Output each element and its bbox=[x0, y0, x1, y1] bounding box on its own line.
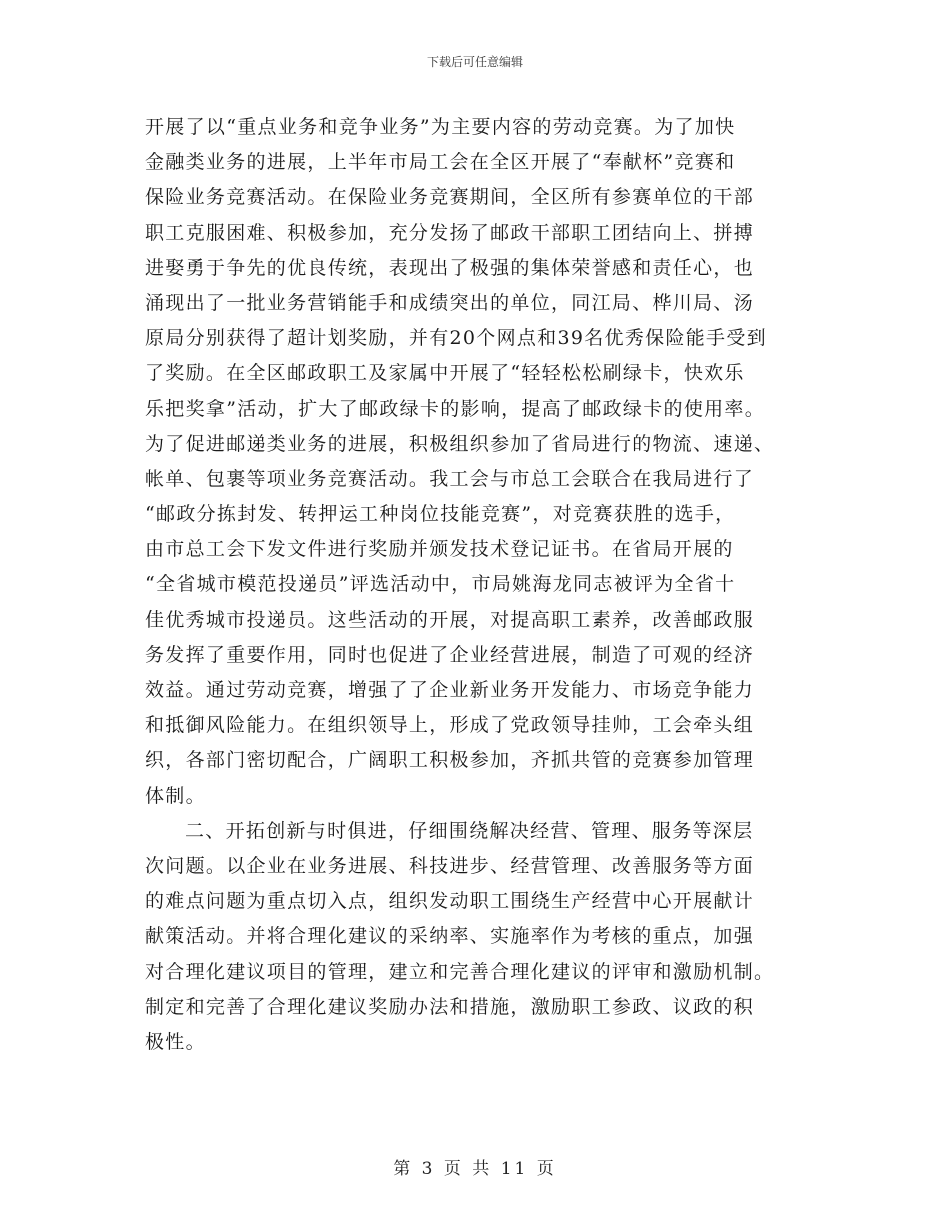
text-line: 为了促进邮递类业务的进展，积极组织参加了省局进行的物流、速递、 bbox=[145, 432, 775, 455]
text-line: 效益。通过劳动竞赛，增强了了企业新业务开发能力、市场竞争能力 bbox=[145, 679, 755, 701]
text-line: 对合理化建议项目的管理，建立和完善合理化建议的评审和激励机制。 bbox=[145, 960, 775, 983]
page-number-footer: 第 3 页 共 11 页 bbox=[393, 1159, 557, 1179]
text-line: 献策活动。并将合理化建议的采纳率、实施率作为考核的重点，加强 bbox=[145, 925, 755, 948]
text-line: 开展了以“重点业务和竞争业务”为主要内容的劳动竞赛。为了加快 bbox=[145, 116, 736, 138]
page-header: 下载后可任意编辑 bbox=[426, 55, 523, 69]
paragraph-start-line: 二、开拓创新与时俱进，仔细围绕解决经营、管理、服务等深层 bbox=[185, 819, 754, 842]
text-line: 职工克服困难、积极参加，充分发扬了邮政干部职工团结向上、拼搏 bbox=[145, 221, 755, 244]
text-line: 原局分别获得了超计划奖励，并有20个网点和39名优秀保险能手受到 bbox=[145, 327, 767, 350]
text-line: 乐把奖拿”活动，扩大了邮政绿卡的影响，提高了邮政绿卡的使用率。 bbox=[145, 397, 766, 420]
text-line: 次问题。以企业在业务进展、科技进步、经营管理、改善服务等方面 bbox=[145, 854, 755, 877]
text-line: 制定和完善了合理化建议奖励办法和措施，激励职工参政、议政的积 bbox=[145, 995, 755, 1018]
text-line: “全省城市模范投递员”评选活动中，市局姚海龙同志被评为全省十 bbox=[145, 573, 736, 596]
text-line: 了奖励。在全区邮政职工及家属中开展了“轻轻松松刷绿卡，快欢乐 bbox=[145, 362, 745, 385]
text-line: 极性。 bbox=[145, 1030, 206, 1053]
text-line: 进娶勇于争先的优良传统，表现出了极强的集体荣誉感和责任心，也 bbox=[145, 256, 755, 279]
text-line: 帐单、包裹等项业务竞赛活动。我工会与市总工会联合在我局进行了 bbox=[145, 467, 755, 490]
document-body bbox=[145, 110, 805, 1060]
text-line: 务发挥了重要作用，同时也促进了企业经营进展，制造了可观的经济 bbox=[145, 643, 755, 666]
text-line: “邮政分拣封发、转押运工种岗位技能竞赛”，对竞赛获胜的选手， bbox=[145, 503, 736, 526]
text-line: 的难点问题为重点切入点，组织发动职工围绕生产经营中心开展献计 bbox=[145, 890, 755, 913]
text-line: 金融类业务的进展，上半年市局工会在全区开展了“奉献杯”竞赛和 bbox=[145, 151, 736, 174]
text-line: 和抵御风险能力。在组织领导上，形成了党政领导挂帅，工会牵头组 bbox=[145, 714, 755, 737]
text-line: 佳优秀城市投递员。这些活动的开展，对提高职工素养，改善邮政服 bbox=[145, 608, 755, 631]
text-line: 体制。 bbox=[145, 784, 206, 807]
text-line: 涌现出了一批业务营销能手和成绩突出的单位，同江局、桦川局、汤 bbox=[145, 291, 755, 314]
text-line: 保险业务竞赛活动。在保险业务竞赛期间，全区所有参赛单位的干部 bbox=[145, 186, 755, 209]
text-line: 由市总工会下发文件进行奖励并颁发技术登记证书。在省局开展的 bbox=[145, 538, 734, 561]
text-line: 织，各部门密切配合，广阔职工积极参加，齐抓共管的竞赛参加管理 bbox=[145, 749, 755, 772]
